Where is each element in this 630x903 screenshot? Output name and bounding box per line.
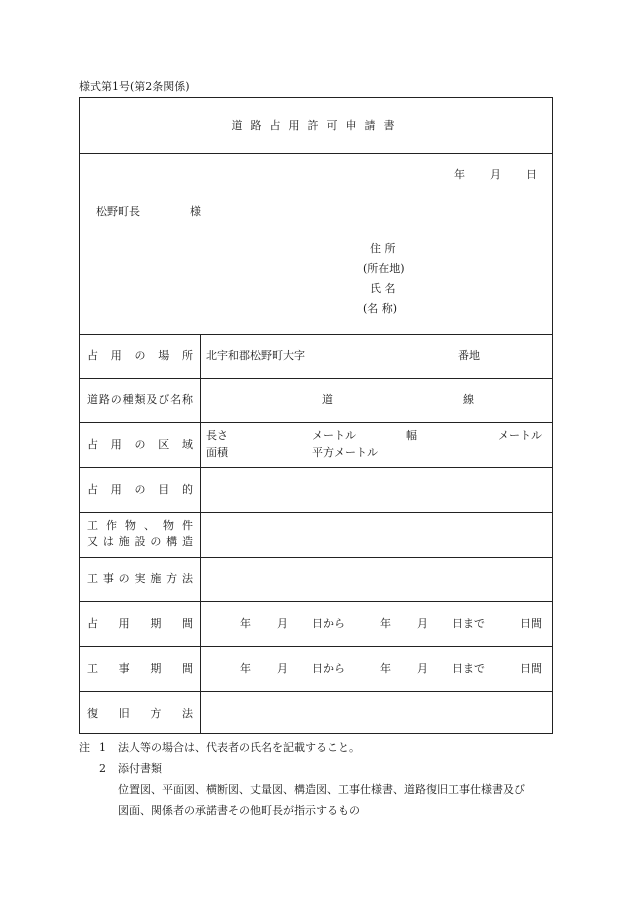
attachments-line-1: 位置図、平面図、横断図、丈量図、構造図、工事仕様書、道路復旧工事仕様書及び: [118, 783, 525, 796]
divider: [80, 153, 552, 154]
form-title: 道路占用許可申請書: [231, 119, 403, 132]
date-month: 月: [490, 168, 501, 181]
application-form: [79, 97, 553, 734]
area-label: 占用の区域: [87, 438, 193, 451]
occupancy-end-year: 年: [380, 617, 391, 630]
column-divider: [200, 334, 201, 733]
road-line: 線: [463, 393, 474, 406]
road-type: 道: [322, 393, 333, 406]
applicant-address-label: 住 所: [370, 242, 396, 255]
work-days: 日間: [520, 662, 542, 675]
occupancy-days: 日間: [520, 617, 542, 630]
restore-label: 復旧方法: [87, 707, 193, 720]
work-period-label: 工事期間: [87, 662, 193, 675]
work-end-month: 月: [417, 662, 428, 675]
work-start-day: 日から: [312, 662, 345, 675]
structure-label-line1: 工作物、物件: [87, 519, 193, 532]
work-end-year: 年: [380, 662, 391, 675]
applicant-org-label: (名 称): [363, 302, 398, 315]
applicant-name-label: 氏 名: [370, 282, 396, 295]
note-2-number: 2: [99, 762, 106, 775]
note-2-text: 添付書類: [118, 762, 162, 775]
occupancy-start-day: 日から: [312, 617, 345, 630]
date-year: 年: [454, 168, 465, 181]
occupancy-end-month: 月: [417, 617, 428, 630]
occupancy-period-label: 占用期間: [87, 617, 193, 630]
place-label: 占用の場所: [87, 349, 193, 362]
area-width-label: 幅: [406, 429, 417, 442]
note-1-text: 法人等の場合は、代表者の氏名を記載すること。: [118, 741, 360, 754]
occupancy-end-day: 日まで: [452, 617, 485, 630]
area-surface-label: 面積: [206, 446, 228, 459]
area-width-unit: メートル: [498, 429, 542, 442]
occupancy-start-month: 月: [277, 617, 288, 630]
place-suffix: 番地: [458, 349, 480, 362]
addressee-name: 松野町長: [96, 205, 140, 218]
area-length-unit: メートル: [312, 429, 356, 442]
place-value: 北宇和郡松野町大字: [206, 349, 305, 362]
applicant-location-label: (所在地): [363, 262, 405, 275]
addressee-honorific: 様: [190, 205, 201, 218]
purpose-label: 占用の目的: [87, 483, 193, 496]
area-length-label: 長さ: [206, 429, 228, 442]
work-start-month: 月: [277, 662, 288, 675]
work-end-day: 日まで: [452, 662, 485, 675]
form-reference: 様式第1号(第2条関係): [79, 80, 190, 93]
occupancy-start-year: 年: [240, 617, 251, 630]
attachments-line-2: 図面、関係者の承諾書その他町長が指示するもの: [118, 804, 360, 817]
note-1-number: 1: [99, 741, 106, 754]
work-start-year: 年: [240, 662, 251, 675]
notes-head: 注: [79, 741, 90, 754]
road-label: 道路の種類及び名称: [87, 393, 193, 406]
date-day: 日: [526, 168, 537, 181]
structure-label-line2: 又は施設の構造: [87, 535, 193, 548]
area-surface-unit: 平方メートル: [312, 446, 378, 459]
method-label: 工事の実施方法: [87, 572, 193, 585]
